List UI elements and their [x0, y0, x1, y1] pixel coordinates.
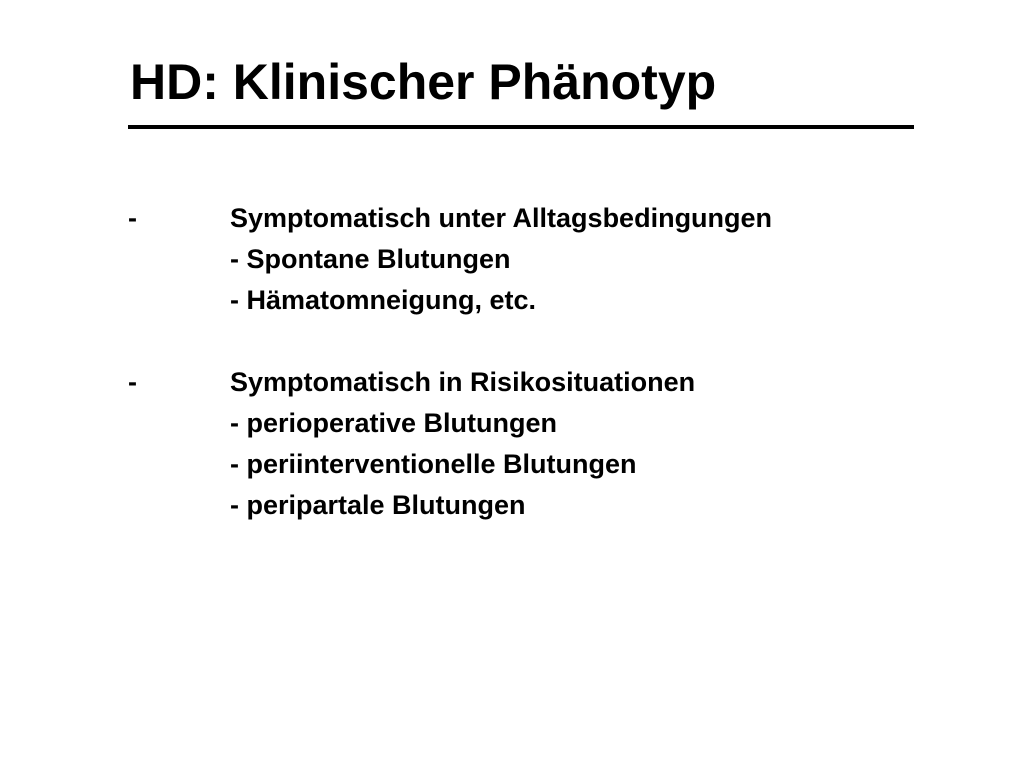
bullet-heading-line [128, 198, 1008, 239]
bullet-marker: - [128, 203, 137, 233]
sub-item: - Hämatomneigung, etc. [230, 285, 537, 315]
bullet-group-risk-situations [128, 362, 1008, 526]
bullet-marker: - [128, 367, 137, 397]
bullet-group-everyday-symptoms [128, 198, 1008, 321]
sub-item: - perioperative Blutungen [230, 408, 558, 438]
slide-title: HD: Klinischer Phänotyp [130, 54, 717, 110]
bullet-heading: Symptomatisch unter Alltagsbedingungen [230, 203, 773, 233]
sub-item: - peripartale Blutungen [230, 490, 526, 520]
sub-item: - Spontane Blutungen [230, 244, 511, 274]
sub-item: - periinterventionelle Blutungen [230, 449, 637, 479]
title-underline [128, 125, 914, 129]
bullet-heading: Symptomatisch in Risikosituationen [230, 367, 696, 397]
bullet-heading-line [128, 362, 1008, 403]
